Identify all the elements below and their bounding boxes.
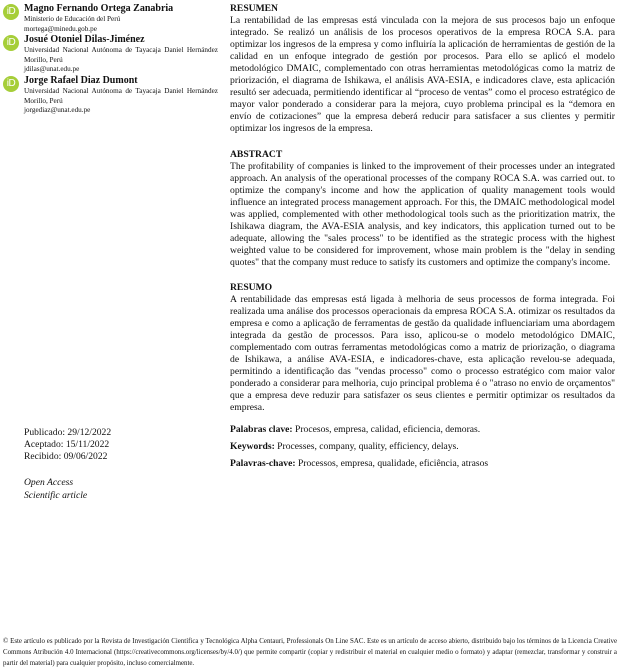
keywords-en [230, 441, 615, 453]
author-entry [0, 3, 218, 34]
author-email[interactable]: mortega@minedu.gob.pe [24, 24, 97, 33]
author-email[interactable]: jdilas@unat.edu.pe [24, 65, 80, 74]
keywords-es-label: Palabras clave: [230, 424, 293, 435]
keywords-pt-label: Palavras-chave: [230, 458, 296, 469]
abstract-heading: ABSTRACT [230, 149, 283, 160]
orcid-icon[interactable]: iD [3, 4, 19, 20]
published-date: Publicado: 29/12/2022 [24, 427, 112, 438]
license-footer: © Este artículo es publicado por la Revista de Investigación Científica y Tecnológica Alpha Centauri, Professionals On Line SAC. Este es un artículo de acceso abierto, distribuido bajo los términos de la Licencia Creative Commons Atribución 4.0 Internacional (https://creativecommons.org/licenses/by/4.0/) que permite compartir (copiar y redistribuir el material en cualquier medio o formato) y adaptar (remezclar, transformar y construir a partir del material) para cualquier propósito, incluso comercialmente. [3, 638, 617, 667]
author-affiliation: Ministerio de Educación del Perú [24, 15, 121, 23]
resumo-heading: RESUMO [230, 282, 273, 293]
resumen-text: La rentabilidad de las empresas está vinculada con la mejora de sus procesos bajo un enfoque integrado. Se realizó un análisis de los procesos operativos de la empresa ROCA S.A. para optimizar los ingresos de la empresa y como influiría la aplicación de herramientas de gestión de la calidad en un enfoque integrado de gestión por procesos. Para ello se aplicó el modelo metodológico DMAIC, complementado con otras herramientas metodológicas como la matriz de priorización, el diagrama de Ishikawa, el análisis AVA-ESIA, e indicadores clave, esta aplicación resultó ser adecuada, permitiendo identificar al “proceso de ventas” como el proceso estratégico de mayor valor ponderado a considerar para la mejora, cuyo problema principal es la “demora en envío de cotizaciones” que la empresa deberá reducir para satisfacer a sus clientes y permitir optimizar los ingresos de la empresa. [230, 15, 615, 134]
abstract-text: The profitability of companies is linked to the improvement of their processes under an integrated approach. An analysis of the operational processes of the company ROCA S.A. was carried out. to optimize the company's income and how the application of quality management tools would influence an integrated process management approach. For this, the DMAIC methodological model was applied, complemented with other methodological tools such as the prioritization matrix, the Ishikawa diagram, the AVA-ESIA analysis, and key indicators, this application turned out to be adequate, allowing the "sales process" to be identified as the strategic process with the highest weighted value to be considered for improvement, whose main problem is the "delay in sending quotes" that the company must reduce to satisfy its customers and optimize the company's income. [230, 161, 615, 268]
author-affiliation: Universidad Nacional Autónoma de Tayacaja Daniel Hernández Morillo, Perú [24, 46, 218, 64]
author-affiliation: Universidad Nacional Autónoma de Tayacaja Daniel Hernández Morillo, Perú [24, 86, 218, 105]
access-type: Open Access [24, 477, 74, 488]
abstracts-column [230, 3, 615, 475]
author-name: Jorge Rafael Diaz Dumont [24, 74, 138, 86]
author-entry [0, 34, 218, 75]
keywords-en-label: Keywords: [230, 441, 275, 452]
orcid-icon[interactable]: iD [3, 76, 19, 92]
orcid-icon[interactable]: iD [3, 35, 19, 51]
resumen-heading: RESUMEN [230, 3, 278, 14]
author-name: Josué Otoniel Dilas-Jiménez [24, 34, 145, 46]
author-name: Magno Fernando Ortega Zanabria [24, 3, 174, 14]
access-info [24, 477, 87, 502]
resumo-section [230, 282, 615, 414]
keywords-pt-value: Processos, empresa, qualidade, eficiência, atrasos [295, 458, 489, 469]
article-type: Scientific article [24, 489, 88, 501]
accepted-date: Aceptado: 15/11/2022 [24, 439, 110, 450]
keywords-es [230, 424, 615, 436]
keywords-pt [230, 458, 615, 470]
author-entry [0, 75, 218, 116]
resumo-text: A rentabilidade das empresas está ligada à melhoria de seus processos de forma integrada. Foi realizada uma análise dos processos operacionais da empresa ROCA S.A. otimizar os resultados da empresa e como a aplicação de ferramentas de gestão da qualidade influenciariam uma abordagem integrada da gestão de processos. Para isso, aplicou-se o modelo metodológico DMAIC, complementado com outras ferramentas metodológicas como a matriz de priorização, o diagrama de Ishikawa, a análise AVA-ESIA, e indicadores-chave, esta aplicação revelou-se adequada, permitindo a identificação das "vendas processo" como o processo estratégico com maior valor ponderado a considerar para melhoria, cujo principal problema é o "atraso no envio de orçamentos" que a empresa deve reduzir para satisfazer os seus clientes e permitir optimizar os resultados da empresa. [230, 294, 615, 413]
author-email[interactable]: jorgediaz@unat.edu.pe [24, 106, 91, 115]
abstract-section [230, 149, 615, 269]
keywords-es-value: Procesos, empresa, calidad, eficiencia, demoras. [292, 424, 481, 435]
resumen-section [230, 3, 615, 135]
keywords-en-value: Processes, company, quality, efficiency, delays. [274, 441, 459, 452]
publication-dates [24, 427, 111, 463]
received-date: Recibido: 09/06/2022 [24, 451, 108, 462]
authors-column [0, 3, 218, 116]
